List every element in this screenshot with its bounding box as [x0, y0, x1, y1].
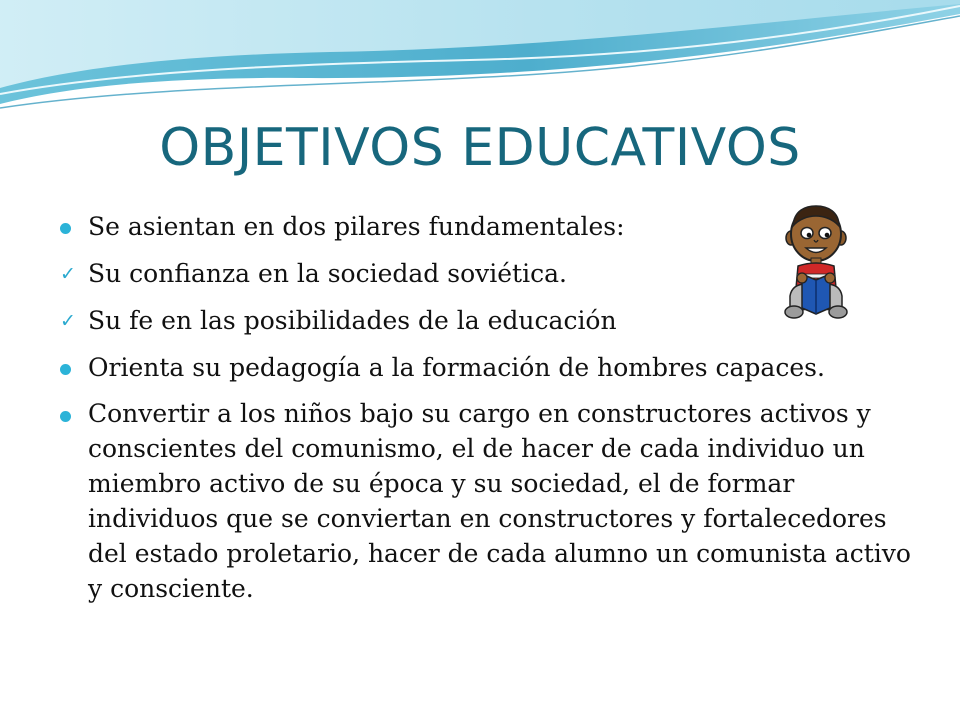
boy-hand-left: [797, 273, 807, 283]
list-item-text: Orienta su pedagogía a la formación de hombres capaces.: [88, 353, 825, 382]
list-item-text: Su confianza en la sociedad soviética.: [88, 259, 567, 288]
list-item-text: Se asientan en dos pilares fundamentales:: [88, 212, 625, 241]
boy-hand-right: [825, 273, 835, 283]
checkmark-icon: ✓: [60, 310, 76, 332]
bullet-icon: [60, 364, 71, 375]
list-item-text: Convertir a los niños bajo su cargo en constructores activos y conscientes del comunismo, el de hacer de cada individuo un miembro activo de su época y su sociedad, el de formar individuos que se conviertan en constructores y fortalecedores del estado proletario, hacer de cada alumno un comunista activo y consciente.: [88, 399, 911, 603]
list-item-text: Su fe en las posibilidades de la educación: [88, 306, 617, 335]
reading-boy-illustration: [782, 204, 850, 322]
boy-pupil-right: [825, 233, 830, 238]
boy-pupil-left: [807, 233, 812, 238]
list-item: [60, 349, 920, 387]
bullet-icon: [60, 223, 71, 234]
boy-eye-right: [819, 228, 831, 239]
checkmark-icon: ✓: [60, 263, 76, 285]
bullet-icon: [60, 411, 71, 422]
slide-title: OBJETIVOS EDUCATIVOS: [159, 118, 801, 178]
boy-eye-left: [801, 228, 813, 239]
list-item: [60, 396, 920, 606]
header-wave-decoration: [0, 0, 960, 130]
boy-shoe-left: [785, 306, 803, 318]
boy-shoe-right: [829, 306, 847, 318]
